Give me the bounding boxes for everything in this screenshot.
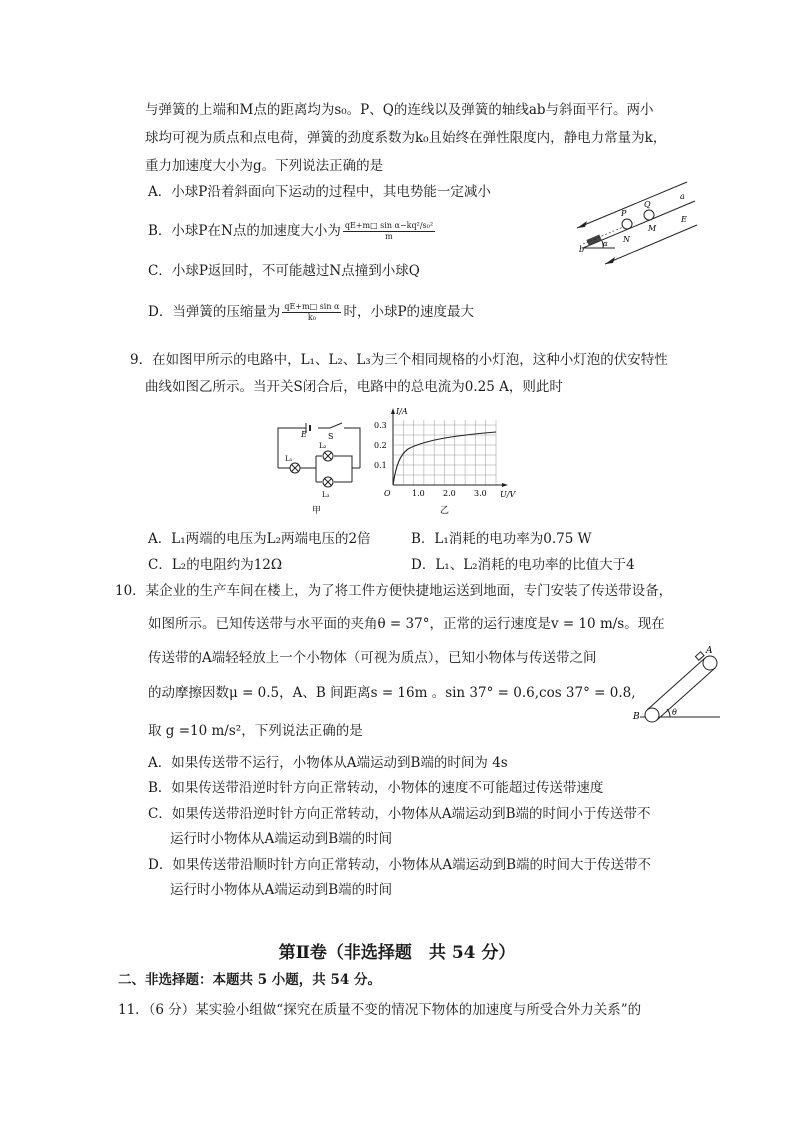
q10-option-d-line2: 运行时小物体从A端运动到B端的时间 (170, 882, 393, 898)
q9-circuit-diagram (270, 420, 380, 516)
q8-option-d-numerator: qE+m□ sin α (284, 302, 340, 311)
q10-stem-line2: 如图所示。已知传送带与水平面的夹角θ = 37°，正常的运行速度是v = 10 m/s。现在 (148, 616, 665, 632)
circuit-label-s: S (328, 432, 334, 441)
svg-text:M: M (648, 224, 657, 233)
q8-stem-line1: 与弹簧的上端和M点的距离均为s₀。P、Q的连线以及弹簧的轴线ab与斜面平行。两小 (145, 102, 654, 118)
graph-origin: O (384, 489, 391, 498)
q10-option-c-line2: 运行时小物体从A端运动到B端的时间 (170, 831, 393, 847)
q8-option-d-denominator: k₀ (307, 313, 316, 322)
svg-text:E: E (681, 215, 687, 224)
graph-xtick-2: 2.0 (443, 489, 456, 498)
q10-stem-line1: 10．某企业的生产车间在楼上，为了将工件方便快捷地运送到地面，专门安装了传送带设备， (115, 583, 673, 599)
graph-caption: 乙 (440, 506, 450, 516)
svg-text:b: b (579, 245, 585, 254)
q10-stem-line5: 取 g =10 m/s²，下列说法正确的是 (148, 723, 363, 739)
section-heading: 二、非选择题：本题共 5 小题，共 54 分。 (118, 972, 381, 988)
q10-option-a: A．如果传送带不运行，小物体从A端运动到B端的时间为 4s (148, 755, 508, 771)
q9-iv-graph (368, 405, 523, 517)
q8-stem-line2: 球均可视为质点和点电荷，弹簧的劲度系数为k₀且始终在弹性限度内，静电力常量为k， (145, 130, 667, 146)
graph-ytick-2: 0.2 (374, 441, 387, 450)
q8-option-b (148, 221, 437, 242)
conveyor-label-a: A (706, 646, 713, 656)
q10-conveyor-figure (630, 645, 725, 727)
circuit-label-l3: L₃ (322, 491, 330, 499)
conveyor-label-b: B (633, 712, 640, 722)
q8-option-d (148, 302, 474, 323)
q10-option-d-line1: D．如果传送带沿顺时针方向正常转动，小物体从A端运动到B端的时间大于传送带不 (148, 857, 651, 873)
q9-stem-line1: 9．在如图甲所示的电路中，L₁、L₂、L₃为三个相同规格的小灯泡，这种小灯泡的伏安特性 (130, 352, 668, 368)
q9-stem-line2: 曲线如图乙所示。当开关S闭合后，电路中的总电流为0.25 A，则此时 (145, 379, 563, 395)
q9-option-d: D．L₁、L₂消耗的电功率的比值大于4 (411, 557, 635, 573)
q8-option-d-fraction (282, 302, 341, 323)
circuit-label-l1: L₁ (285, 455, 293, 463)
q8-stem-line3: 重力加速度大小为g。下列说法正确的是 (145, 158, 384, 174)
q11-stem: 11．（6 分）某实验小组做“探究在质量不变的情况下物体的加速度与所受合外力关系”的 (118, 1002, 642, 1018)
q8-option-b-fraction (343, 221, 435, 242)
svg-text:α: α (603, 240, 608, 248)
q8-option-b-text: B．小球P在N点的加速度大小为 (148, 223, 341, 239)
graph-ytick-3: 0.1 (374, 461, 387, 470)
svg-text:N: N (623, 235, 630, 244)
q8-option-b-denominator: m (385, 232, 393, 241)
circuit-label-l2: L₂ (319, 442, 327, 450)
graph-xtick-3: 3.0 (474, 489, 487, 498)
q9-option-c: C．L₂的电阻约为12Ω (148, 557, 283, 573)
svg-text:P: P (621, 209, 627, 218)
q8-incline-figure (575, 180, 700, 270)
q10-option-c-line1: C．如果传送带沿逆时针方向正常转动，小物体从A端运动到B端的时间小于传送带不 (148, 806, 651, 822)
q8-option-b-numerator: qE+m□ sin α−kq²/s₀² (344, 221, 434, 230)
q9-option-a: A．L₁两端的电压为L₂两端电压的2倍 (148, 531, 371, 547)
svg-text:a: a (680, 192, 685, 201)
graph-ytick-1: 0.3 (374, 421, 387, 430)
q8-option-d-text: D．当弹簧的压缩量为 (148, 304, 281, 320)
svg-text:Q: Q (644, 200, 651, 209)
q8-option-a: A．小球P沿着斜面向下运动的过程中，其电势能一定减小 (148, 184, 491, 200)
circuit-label-e: E (301, 430, 307, 439)
conveyor-label-theta: θ (672, 708, 677, 717)
q10-option-b: B．如果传送带沿逆时针方向正常转动，小物体的速度不可能超过传送带速度 (148, 780, 604, 796)
graph-ylabel: I/A (396, 407, 408, 416)
graph-xtick-1: 1.0 (412, 489, 425, 498)
q9-option-b: B．L₁消耗的电功率为0.75 W (411, 531, 592, 547)
circuit-caption: 甲 (312, 506, 322, 516)
q8-option-c: C．小球P返回时，不可能越过N点撞到小球Q (148, 263, 420, 279)
q10-stem-line3: 传送带的A端轻轻放上一个小物体（可视为质点），已知小物体与传送带之间 (148, 650, 597, 666)
q10-stem-line4: 的动摩擦因数μ = 0.5，A、B 间距离s = 16m 。sin 37° = 0.6,cos 37° = 0.8, (148, 685, 636, 701)
graph-xlabel: U/V (500, 490, 516, 499)
section-title: 第Ⅱ卷（非选择题 共 54 分） (278, 943, 516, 963)
q8-option-d-suffix: 时，小球P的速度最大 (343, 304, 475, 320)
